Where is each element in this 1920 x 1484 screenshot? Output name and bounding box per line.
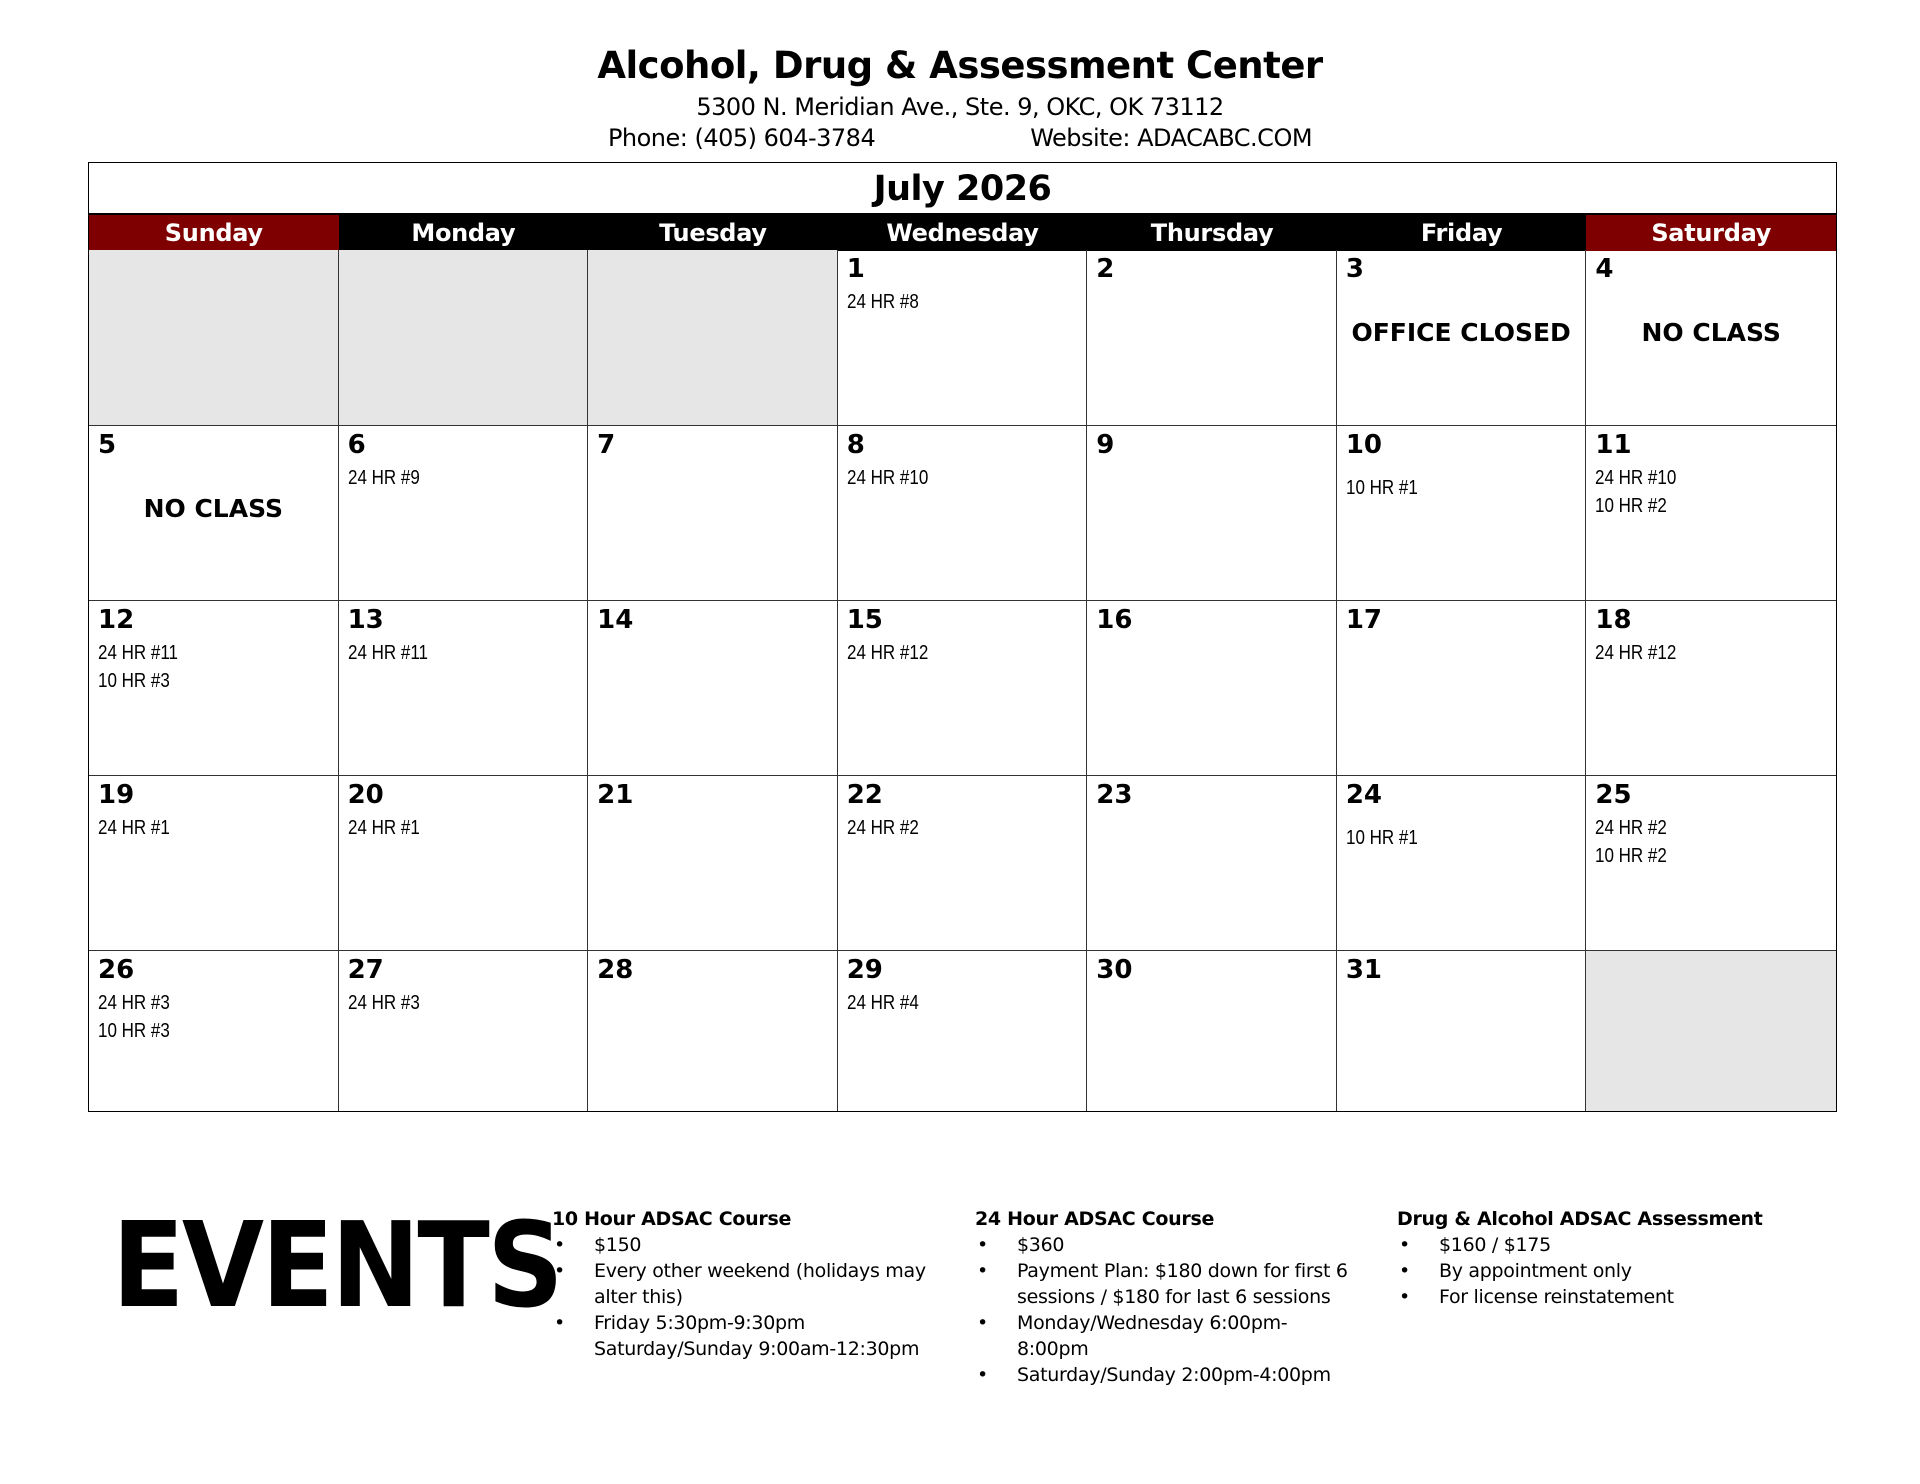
event-detail: • $150 — [552, 1232, 934, 1258]
day-number: 9 — [1096, 430, 1115, 460]
day-cell-21 — [588, 775, 838, 950]
day-number: 19 — [98, 780, 135, 810]
event-detail: • Saturday/Sunday 2:00pm-4:00pm — [975, 1362, 1357, 1388]
empty-cell — [588, 250, 838, 425]
class-entry: 24 HR #10 — [1595, 467, 1677, 489]
class-entry — [1346, 464, 1418, 477]
class-entry: 24 HR #1 — [347, 817, 420, 839]
weekday-monday: Monday — [339, 215, 589, 251]
class-entry: 24 HR #2 — [1595, 817, 1668, 839]
class-entry: 24 HR #2 — [846, 817, 919, 839]
class-entry: 10 HR #3 — [98, 1020, 170, 1042]
day-cell-9 — [1087, 425, 1337, 600]
day-cell-16 — [1087, 600, 1337, 775]
class-entry: 10 HR #3 — [98, 670, 170, 692]
day-cell-6 — [339, 425, 589, 600]
day-number: 17 — [1345, 605, 1383, 635]
class-entry: 24 HR #1 — [98, 817, 170, 839]
day-number: 11 — [1595, 430, 1632, 460]
day-number: 23 — [1096, 780, 1133, 810]
events-title: EVENTS — [112, 1196, 561, 1334]
day-cell-31 — [1337, 950, 1587, 1111]
day-number: 3 — [1345, 254, 1364, 284]
day-cell-28 — [588, 950, 838, 1111]
day-cell-22 — [838, 775, 1088, 950]
day-cell-23 — [1087, 775, 1337, 950]
day-number: 16 — [1096, 605, 1133, 635]
day-cell-26 — [89, 950, 339, 1111]
class-entry — [1346, 814, 1418, 827]
contact-line — [0, 124, 1920, 152]
day-number: 21 — [597, 780, 634, 810]
day-cell-14 — [588, 600, 838, 775]
class-entry: 24 HR #12 — [846, 642, 928, 664]
day-number: 10 — [1345, 430, 1383, 460]
class-entry: 24 HR #3 — [347, 992, 420, 1014]
weekday-header — [89, 213, 1836, 250]
center-title: Alcohol, Drug & Assessment Center — [597, 44, 1323, 87]
event-column — [975, 1206, 1375, 1388]
day-cell-17 — [1337, 600, 1587, 775]
day-number: 2 — [1096, 254, 1115, 284]
day-notice: NO CLASS — [143, 494, 283, 523]
class-entry: 10 HR #1 — [1345, 477, 1418, 499]
event-detail: • Monday/Wednesday 6:00pm-8:00pm — [975, 1310, 1357, 1362]
day-number: 13 — [347, 605, 384, 635]
day-number: 20 — [347, 780, 384, 810]
event-detail: • $160 / $175 — [1397, 1232, 1779, 1258]
weekday-saturday: Saturday — [1586, 215, 1836, 251]
event-column — [552, 1206, 952, 1362]
empty-cell — [339, 250, 589, 425]
day-cell-4 — [1586, 250, 1836, 425]
event-detail: • For license reinstatement — [1397, 1284, 1779, 1310]
day-cell-12 — [89, 600, 339, 775]
day-number: 30 — [1096, 955, 1133, 985]
day-number: 12 — [98, 605, 135, 635]
class-entry: 24 HR #12 — [1595, 642, 1677, 664]
day-cell-18 — [1586, 600, 1836, 775]
day-cell-10 — [1337, 425, 1587, 600]
day-cell-15 — [838, 600, 1088, 775]
class-entry: 10 HR #1 — [1345, 827, 1418, 849]
phone: Phone: (405) 604-3784 — [607, 124, 876, 152]
day-number: 5 — [98, 430, 117, 460]
day-cell-29 — [838, 950, 1088, 1111]
event-heading: 10 Hour ADSAC Course — [552, 1208, 792, 1230]
class-entry: 24 HR #11 — [347, 642, 428, 664]
weekday-friday: Friday — [1337, 215, 1587, 251]
event-column — [1397, 1206, 1797, 1310]
day-cell-5 — [89, 425, 339, 600]
day-cell-1 — [838, 250, 1088, 425]
weekday-thursday: Thursday — [1087, 215, 1337, 251]
day-notice: NO CLASS — [1641, 318, 1781, 347]
day-number: 29 — [846, 955, 883, 985]
event-detail: • $360 — [975, 1232, 1357, 1258]
day-cell-19 — [89, 775, 339, 950]
class-entry: 24 HR #11 — [98, 642, 179, 664]
weekday-wednesday: Wednesday — [838, 215, 1088, 251]
class-entry: 10 HR #2 — [1595, 495, 1668, 517]
event-heading: Drug & Alcohol ADSAC Assessment — [1397, 1208, 1763, 1230]
class-entry: 24 HR #4 — [846, 992, 919, 1014]
day-cell-30 — [1087, 950, 1337, 1111]
day-cell-27 — [339, 950, 589, 1111]
day-number: 22 — [846, 780, 883, 810]
day-cell-13 — [339, 600, 589, 775]
day-number: 15 — [846, 605, 883, 635]
class-entry: 24 HR #8 — [846, 291, 919, 313]
calendar-grid — [89, 250, 1836, 1111]
day-number: 31 — [1345, 955, 1383, 985]
address: 5300 N. Meridian Ave., Ste. 9, OKC, OK 73112 — [696, 93, 1224, 121]
empty-cell — [89, 250, 339, 425]
calendar — [88, 162, 1837, 1112]
day-cell-20 — [339, 775, 589, 950]
day-notice: OFFICE CLOSED — [1351, 318, 1571, 347]
class-entry: 24 HR #3 — [98, 992, 170, 1014]
empty-cell — [1586, 950, 1836, 1111]
class-entry: 10 HR #2 — [1595, 845, 1668, 867]
day-number: 7 — [597, 430, 616, 460]
day-number: 25 — [1595, 780, 1632, 810]
weekday-tuesday: Tuesday — [588, 215, 838, 251]
day-cell-3 — [1337, 250, 1587, 425]
day-number: 8 — [846, 430, 865, 460]
day-cell-25 — [1586, 775, 1836, 950]
day-number: 4 — [1595, 254, 1614, 284]
day-cell-11 — [1586, 425, 1836, 600]
class-entry: 24 HR #10 — [846, 467, 928, 489]
class-entry: 24 HR #9 — [347, 467, 420, 489]
day-number: 24 — [1345, 780, 1383, 810]
day-number: 26 — [98, 955, 135, 985]
day-number: 18 — [1595, 605, 1632, 635]
event-detail: • Every other weekend (holidays may alter this) — [552, 1258, 934, 1310]
website: Website: ADACABC.COM — [1030, 124, 1313, 152]
event-heading: 24 Hour ADSAC Course — [975, 1208, 1215, 1230]
day-cell-7 — [588, 425, 838, 600]
event-detail: • By appointment only — [1397, 1258, 1779, 1284]
day-number: 1 — [846, 254, 865, 284]
day-number: 6 — [347, 430, 366, 460]
weekday-sunday: Sunday — [89, 215, 339, 251]
event-detail: • Friday 5:30pm-9:30pm Saturday/Sunday 9:00am-12:30pm — [552, 1310, 934, 1362]
day-number: 28 — [597, 955, 634, 985]
event-detail: • Payment Plan: $180 down for first 6 sessions / $180 for last 6 sessions — [975, 1258, 1357, 1310]
day-number: 27 — [347, 955, 384, 985]
month-title: July 2026 — [873, 169, 1052, 209]
day-cell-8 — [838, 425, 1088, 600]
day-cell-24 — [1337, 775, 1587, 950]
day-number: 14 — [597, 605, 634, 635]
day-cell-2 — [1087, 250, 1337, 425]
